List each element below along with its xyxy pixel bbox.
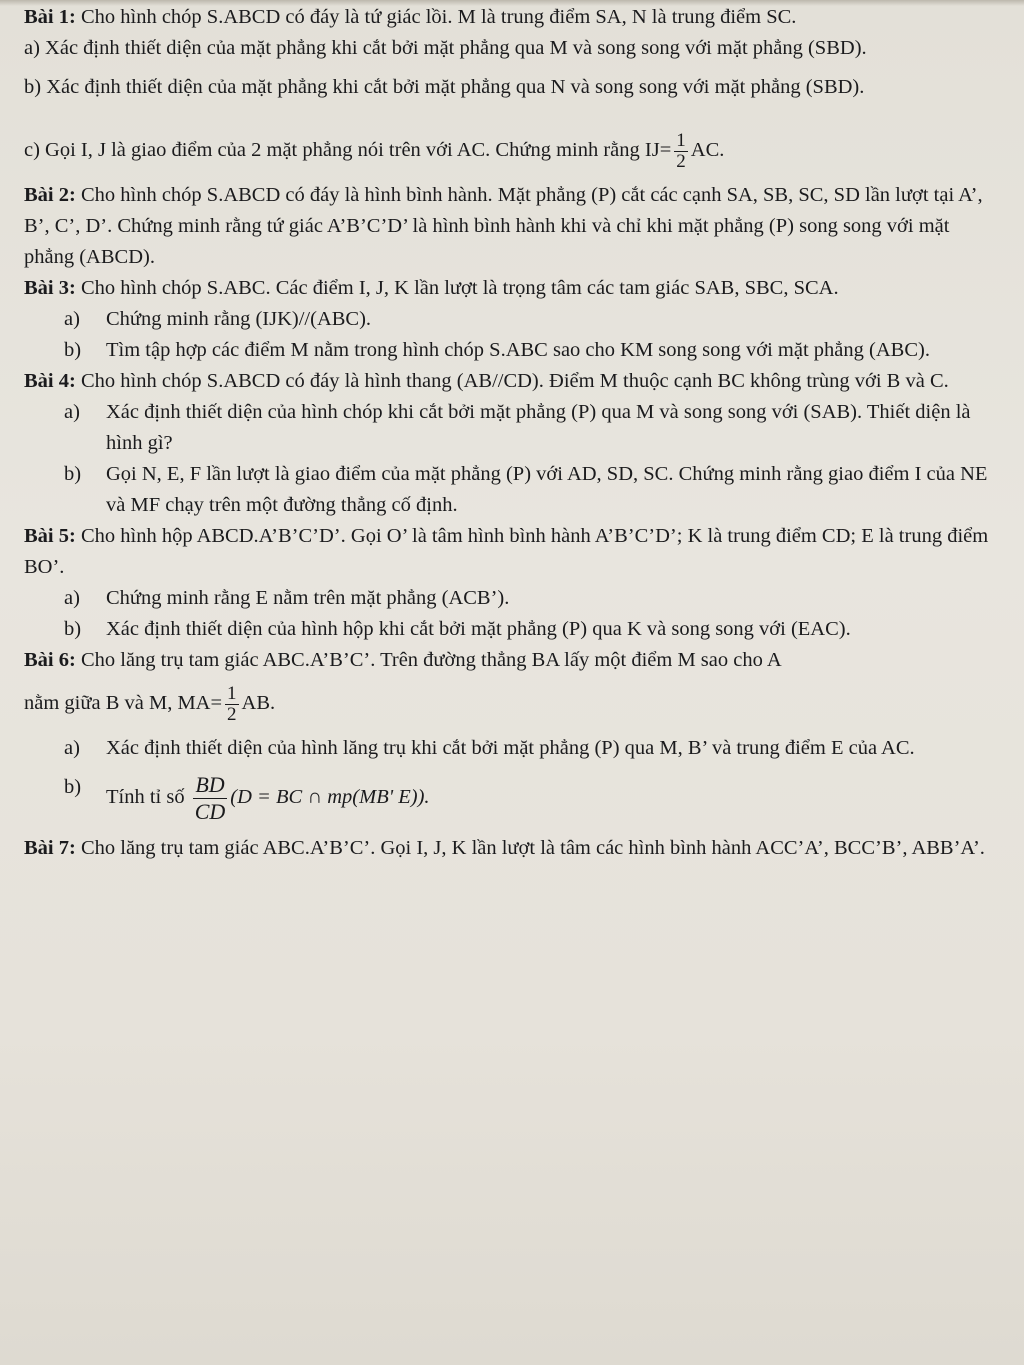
problem-4-part-a bbox=[24, 397, 990, 459]
part-text: Tìm tập hợp các điểm M nằm trong hình chóp S.ABC sao cho KM song song với mặt phẳng (ABC). bbox=[106, 339, 930, 361]
problem-1-part-b: b) Xác định thiết diện của mặt phẳng khi cắt bởi mặt phẳng qua N và song song với mặt phẳng (SBD). bbox=[24, 76, 865, 98]
problem-5-heading: Bài 5: bbox=[24, 525, 76, 547]
problem-1-part-c bbox=[24, 131, 990, 172]
problem-4-statement bbox=[24, 366, 990, 397]
problem-1-statement bbox=[24, 2, 990, 33]
problem-1-part-c-text: c) Gọi I, J là giao điểm của 2 mặt phẳng nói trên với AC. Chứng minh rằng IJ= bbox=[24, 139, 672, 162]
problem-6-line-2 bbox=[24, 684, 990, 725]
part-marker: a) bbox=[64, 737, 80, 759]
part-b-formula: (D = BC ∩ mp(MB' E)). bbox=[230, 786, 430, 809]
problem-7-text: Cho lăng trụ tam giác ABC.A’B’C’. Gọi I, J, K lần lượt là tâm các hình bình hành ACC’A’, BCC’B’, ABB’A’. bbox=[75, 837, 985, 859]
problem-2-heading: Bài 2: bbox=[24, 184, 76, 206]
part-text: Xác định thiết diện của hình chóp khi cắt bởi mặt phẳng (P) qua M và song song với (SAB). Thiết diện là hình gì? bbox=[106, 401, 971, 454]
problem-3-text: Cho hình chóp S.ABC. Các điểm I, J, K lần lượt là trọng tâm các tam giác SAB, SBC, SCA. bbox=[75, 277, 839, 299]
part-text: Xác định thiết diện của hình lăng trụ khi cắt bởi mặt phẳng (P) qua M, B’ và trung điểm E của AC. bbox=[106, 737, 915, 759]
part-text: Chứng minh rằng (IJK)//(ABC). bbox=[106, 308, 372, 330]
fraction-denominator: 2 bbox=[227, 704, 237, 725]
problem-2-statement bbox=[24, 180, 990, 273]
part-text: Gọi N, E, F lần lượt là giao điểm của mặt phẳng (P) với AD, SD, SC. Chứng minh rằng giao điểm I của NE và MF chạy trên một đường thẳng cố định. bbox=[106, 463, 988, 516]
problem-3-statement bbox=[24, 273, 990, 304]
problem-6-text: Cho lăng trụ tam giác ABC.A’B’C’. Trên đường thẳng BA lấy một điểm M sao cho A bbox=[75, 649, 782, 671]
problem-6-part-b bbox=[24, 772, 990, 825]
part-marker: a) bbox=[64, 401, 80, 423]
problem-5-statement bbox=[24, 521, 990, 583]
problem-4-heading: Bài 4: bbox=[24, 370, 76, 392]
part-text: Xác định thiết diện của hình hộp khi cắt bởi mặt phẳng (P) qua K và song song với (EAC). bbox=[106, 618, 851, 640]
problem-4-text: Cho hình chóp S.ABCD có đáy là hình thang (AB//CD). Điểm M thuộc cạnh BC không trùng với B và C. bbox=[75, 370, 949, 392]
problem-3-heading: Bài 3: bbox=[24, 277, 76, 299]
problem-7-heading: Bài 7: bbox=[24, 837, 76, 859]
problem-1-part-a: a) Xác định thiết diện của mặt phẳng khi cắt bởi mặt phẳng qua M và song song với mặt phẳng (SBD). bbox=[24, 37, 867, 59]
problem-6-part-a bbox=[24, 733, 990, 764]
part-marker: b) bbox=[64, 339, 82, 361]
part-text bbox=[106, 772, 990, 825]
part-marker: a) bbox=[64, 308, 80, 330]
part-marker: b) bbox=[64, 618, 82, 640]
problem-5-text: Cho hình hộp ABCD.A’B’C’D’. Gọi O’ là tâm hình bình hành A’B’C’D’; K là trung điểm CD; E là trung điểm BO’. bbox=[24, 525, 989, 578]
fraction-denominator: 2 bbox=[676, 151, 686, 172]
part-marker: b) bbox=[64, 463, 82, 485]
fraction-numerator: 1 bbox=[676, 130, 686, 151]
problem-1-text: Cho hình chóp S.ABCD có đáy là tứ giác lồi. M là trung điểm SA, N là trung điểm SC. bbox=[75, 6, 797, 28]
fraction-one-half bbox=[674, 131, 688, 172]
problem-7-statement bbox=[24, 833, 990, 864]
part-marker: b) bbox=[64, 776, 82, 798]
problem-2-text: Cho hình chóp S.ABCD có đáy là hình bình hành. Mặt phẳng (P) cắt các cạnh SA, SB, SC, SD lần lượt tại A’, B’, C’, D’. Chứng minh rằng tứ giác A’B’C’D’ là hình bình hành khi và chỉ khi mặt phẳng (P) song song với mặt phẳng (ABCD). bbox=[24, 184, 983, 268]
problem-5-part-a bbox=[24, 583, 990, 614]
problem-4-part-b bbox=[24, 459, 990, 521]
problem-6-line-2-text: nằm giữa B và M, MA= bbox=[24, 692, 223, 715]
problem-6-statement bbox=[24, 645, 990, 676]
problem-1-heading: Bài 1: bbox=[24, 6, 76, 28]
problem-1-part-c-end: AC. bbox=[690, 139, 725, 162]
fraction-denominator: CD bbox=[194, 799, 226, 824]
problem-3-part-a bbox=[24, 304, 990, 335]
fraction-bd-over-cd bbox=[193, 772, 228, 825]
part-b-lead: Tính tỉ số bbox=[106, 786, 185, 809]
part-text: Chứng minh rằng E nằm trên mặt phẳng (ACB’). bbox=[106, 587, 510, 609]
fraction-one-half bbox=[225, 684, 239, 725]
problem-6-heading: Bài 6: bbox=[24, 649, 76, 671]
problem-5-part-b bbox=[24, 614, 990, 645]
problem-3-part-b bbox=[24, 335, 990, 366]
fraction-numerator: BD bbox=[195, 772, 225, 797]
fraction-numerator: 1 bbox=[227, 683, 237, 704]
part-marker: a) bbox=[64, 587, 80, 609]
problem-6-line-2-end: AB. bbox=[241, 692, 276, 715]
